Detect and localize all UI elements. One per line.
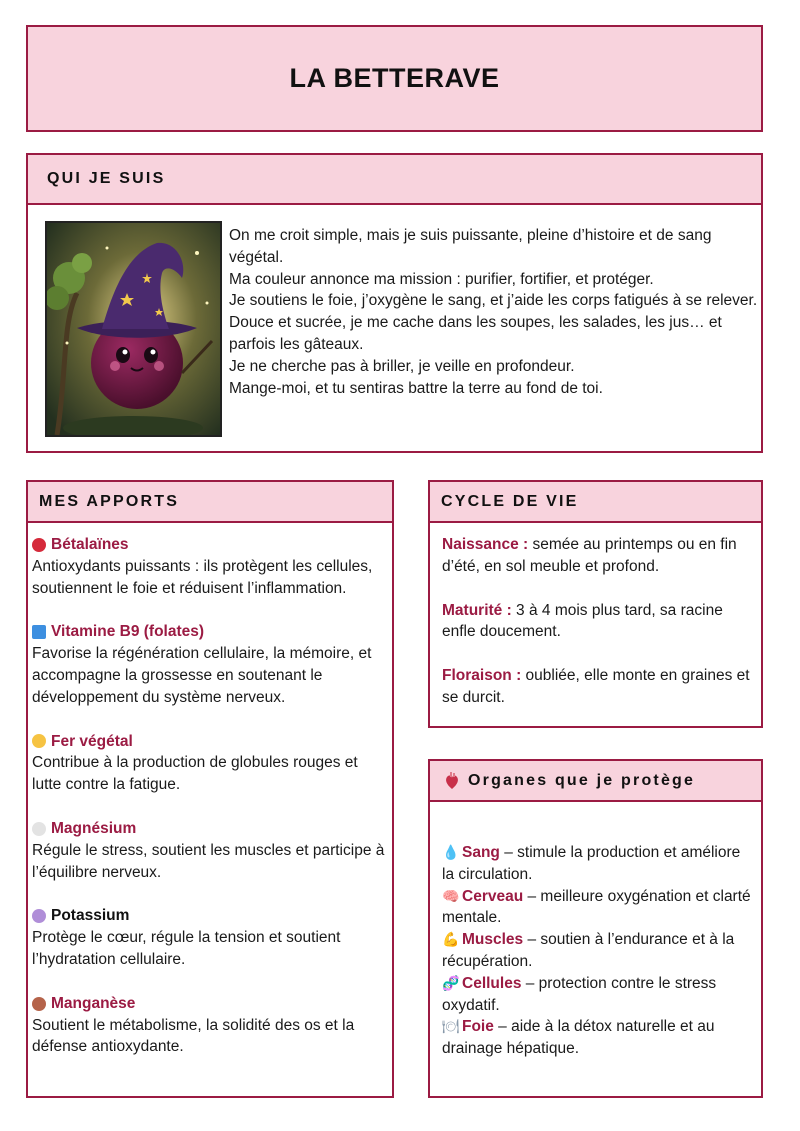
- blue-square-icon: [32, 625, 46, 639]
- nutrient-item: [32, 993, 388, 1058]
- dna-icon: 🧬: [442, 974, 460, 991]
- anatomical-heart-icon: [444, 772, 460, 790]
- nutrient-item: [32, 621, 388, 708]
- nutrient-item: [32, 534, 388, 599]
- page-title: LA BETTERAVE: [289, 63, 500, 93]
- nutrient-list: [28, 523, 392, 1058]
- qui-je-suis-text: [229, 225, 759, 399]
- nutrient-name-row: [32, 621, 388, 643]
- organes-header: [430, 761, 761, 802]
- cycle-text: 3 à 4 mois plus tard, sa racine enfle doucement.: [442, 601, 723, 641]
- organ-item: [442, 842, 751, 886]
- qui-je-suis-heading: QUI JE SUIS: [47, 170, 166, 187]
- cycle-de-vie-header: [430, 482, 761, 523]
- nutrient-item: [32, 905, 388, 970]
- cycle-item-maturite: [442, 600, 751, 644]
- mes-apports-heading: MES APPORTS: [39, 492, 180, 510]
- nutrient-description: Contribue à la production de globules rouges et lutte contre la fatigue.: [32, 754, 358, 794]
- brain-icon: 🧠: [442, 887, 460, 904]
- title-banner: [26, 25, 763, 132]
- flexed-biceps-icon: 💪: [442, 931, 460, 948]
- beet-wizard-illustration: [45, 221, 222, 437]
- qui-line: Ma couleur annonce ma mission : purifier, fortifier, et protéger.: [229, 270, 654, 288]
- qui-line: Mange-moi, et tu sentiras battre la terre au fond de toi.: [229, 379, 603, 397]
- plate-icon: 🍽: [442, 1018, 460, 1035]
- color-dot-icon: [32, 538, 46, 552]
- cycle-label: Naissance :: [442, 536, 529, 553]
- nutrient-name: Fer végétal: [51, 732, 133, 750]
- nutrient-name: Vitamine B9 (folates): [51, 623, 205, 641]
- organ-text: – soutien à l’endurance et à la récupération.: [442, 931, 735, 970]
- organ-text: – stimule la production et améliore la circulation.: [442, 844, 741, 883]
- nutrient-name: Bétalaïnes: [51, 536, 129, 553]
- nutrient-name-row: [32, 993, 388, 1015]
- color-dot-icon: [32, 822, 46, 836]
- nutrient-name-row: [32, 818, 388, 840]
- blood-drop-icon: 💧: [442, 844, 460, 860]
- organ-item: [442, 886, 751, 930]
- organ-name: Sang: [462, 844, 500, 861]
- organ-item: [442, 929, 751, 973]
- organ-name: Cellules: [462, 974, 522, 992]
- nutrient-description: Protège le cœur, régule la tension et soutient l’hydratation cellulaire.: [32, 929, 341, 968]
- mes-apports-section: [26, 480, 394, 1098]
- nutrient-item: [32, 818, 388, 883]
- nutrient-name-row: [32, 534, 388, 556]
- cycle-de-vie-section: [428, 480, 763, 728]
- organ-name: Muscles: [462, 931, 524, 949]
- nutrient-name: Magnésium: [51, 819, 137, 837]
- organ-item: [442, 973, 751, 1017]
- organ-name: Cerveau: [462, 887, 524, 905]
- nutrient-name: Manganèse: [51, 994, 136, 1012]
- organes-section: [428, 759, 763, 1098]
- qui-line: Douce et sucrée, je me cache dans les soupes, les salades, les jus… et parfois les gâteaux.: [229, 314, 722, 353]
- nutrient-description: Antioxydants puissants : ils protègent les cellules, soutiennent le foie et réduisent l’inflammation.: [32, 557, 373, 597]
- cycle-item-floraison: [442, 665, 751, 709]
- nutrient-description: Favorise la régénération cellulaire, la mémoire, et accompagne la grossesse en soutenant le développement du système nerveux.: [32, 645, 372, 706]
- organ-list: [430, 802, 761, 1060]
- qui-line: Je soutiens le foie, j’oxygène le sang, et j’aide les corps fatigués à se relever.: [229, 292, 758, 310]
- mes-apports-header: [28, 482, 392, 523]
- qui-line: On me croit simple, mais je suis puissante, pleine d’histoire et de sang végétal.: [229, 227, 712, 266]
- nutrient-description: Soutient le métabolisme, la solidité des os et la défense antioxydante.: [32, 1016, 355, 1056]
- nutrient-name-row: [32, 731, 388, 753]
- nutrient-name-row: [32, 905, 388, 927]
- organes-heading-row: [444, 761, 761, 800]
- nutrient-description: Régule le stress, soutient les muscles et participe à l’équilibre nerveux.: [32, 841, 385, 881]
- qui-line: Je ne cherche pas à briller, je veille en profondeur.: [229, 357, 575, 375]
- nutrient-item: [32, 731, 388, 796]
- cycle-text: oubliée, elle monte en graines et se durcit.: [442, 667, 750, 706]
- organ-text: – protection contre le stress oxydatif.: [442, 974, 717, 1014]
- organ-text: – meilleure oxygénation et clarté mentale.: [442, 887, 751, 927]
- organ-name: Foie: [462, 1018, 494, 1036]
- qui-je-suis-section: [26, 153, 763, 453]
- organ-text: – aide à la détox naturelle et au drainage hépatique.: [442, 1018, 715, 1058]
- organes-heading: Organes que je protège: [468, 771, 696, 789]
- qui-je-suis-header: [28, 155, 761, 205]
- cycle-de-vie-heading: CYCLE DE VIE: [441, 492, 579, 510]
- cycle-list: [430, 523, 761, 709]
- color-dot-icon: [32, 997, 46, 1011]
- cycle-label: Maturité :: [442, 601, 512, 619]
- cycle-item-naissance: [442, 534, 751, 578]
- cycle-text: semée au printemps ou en fin d’été, en sol meuble et profond.: [442, 536, 737, 575]
- color-dot-icon: [32, 734, 46, 748]
- color-dot-icon: [32, 909, 46, 923]
- cycle-label: Floraison :: [442, 667, 522, 685]
- nutrient-name: Potassium: [51, 907, 130, 925]
- organ-item: [442, 1016, 751, 1060]
